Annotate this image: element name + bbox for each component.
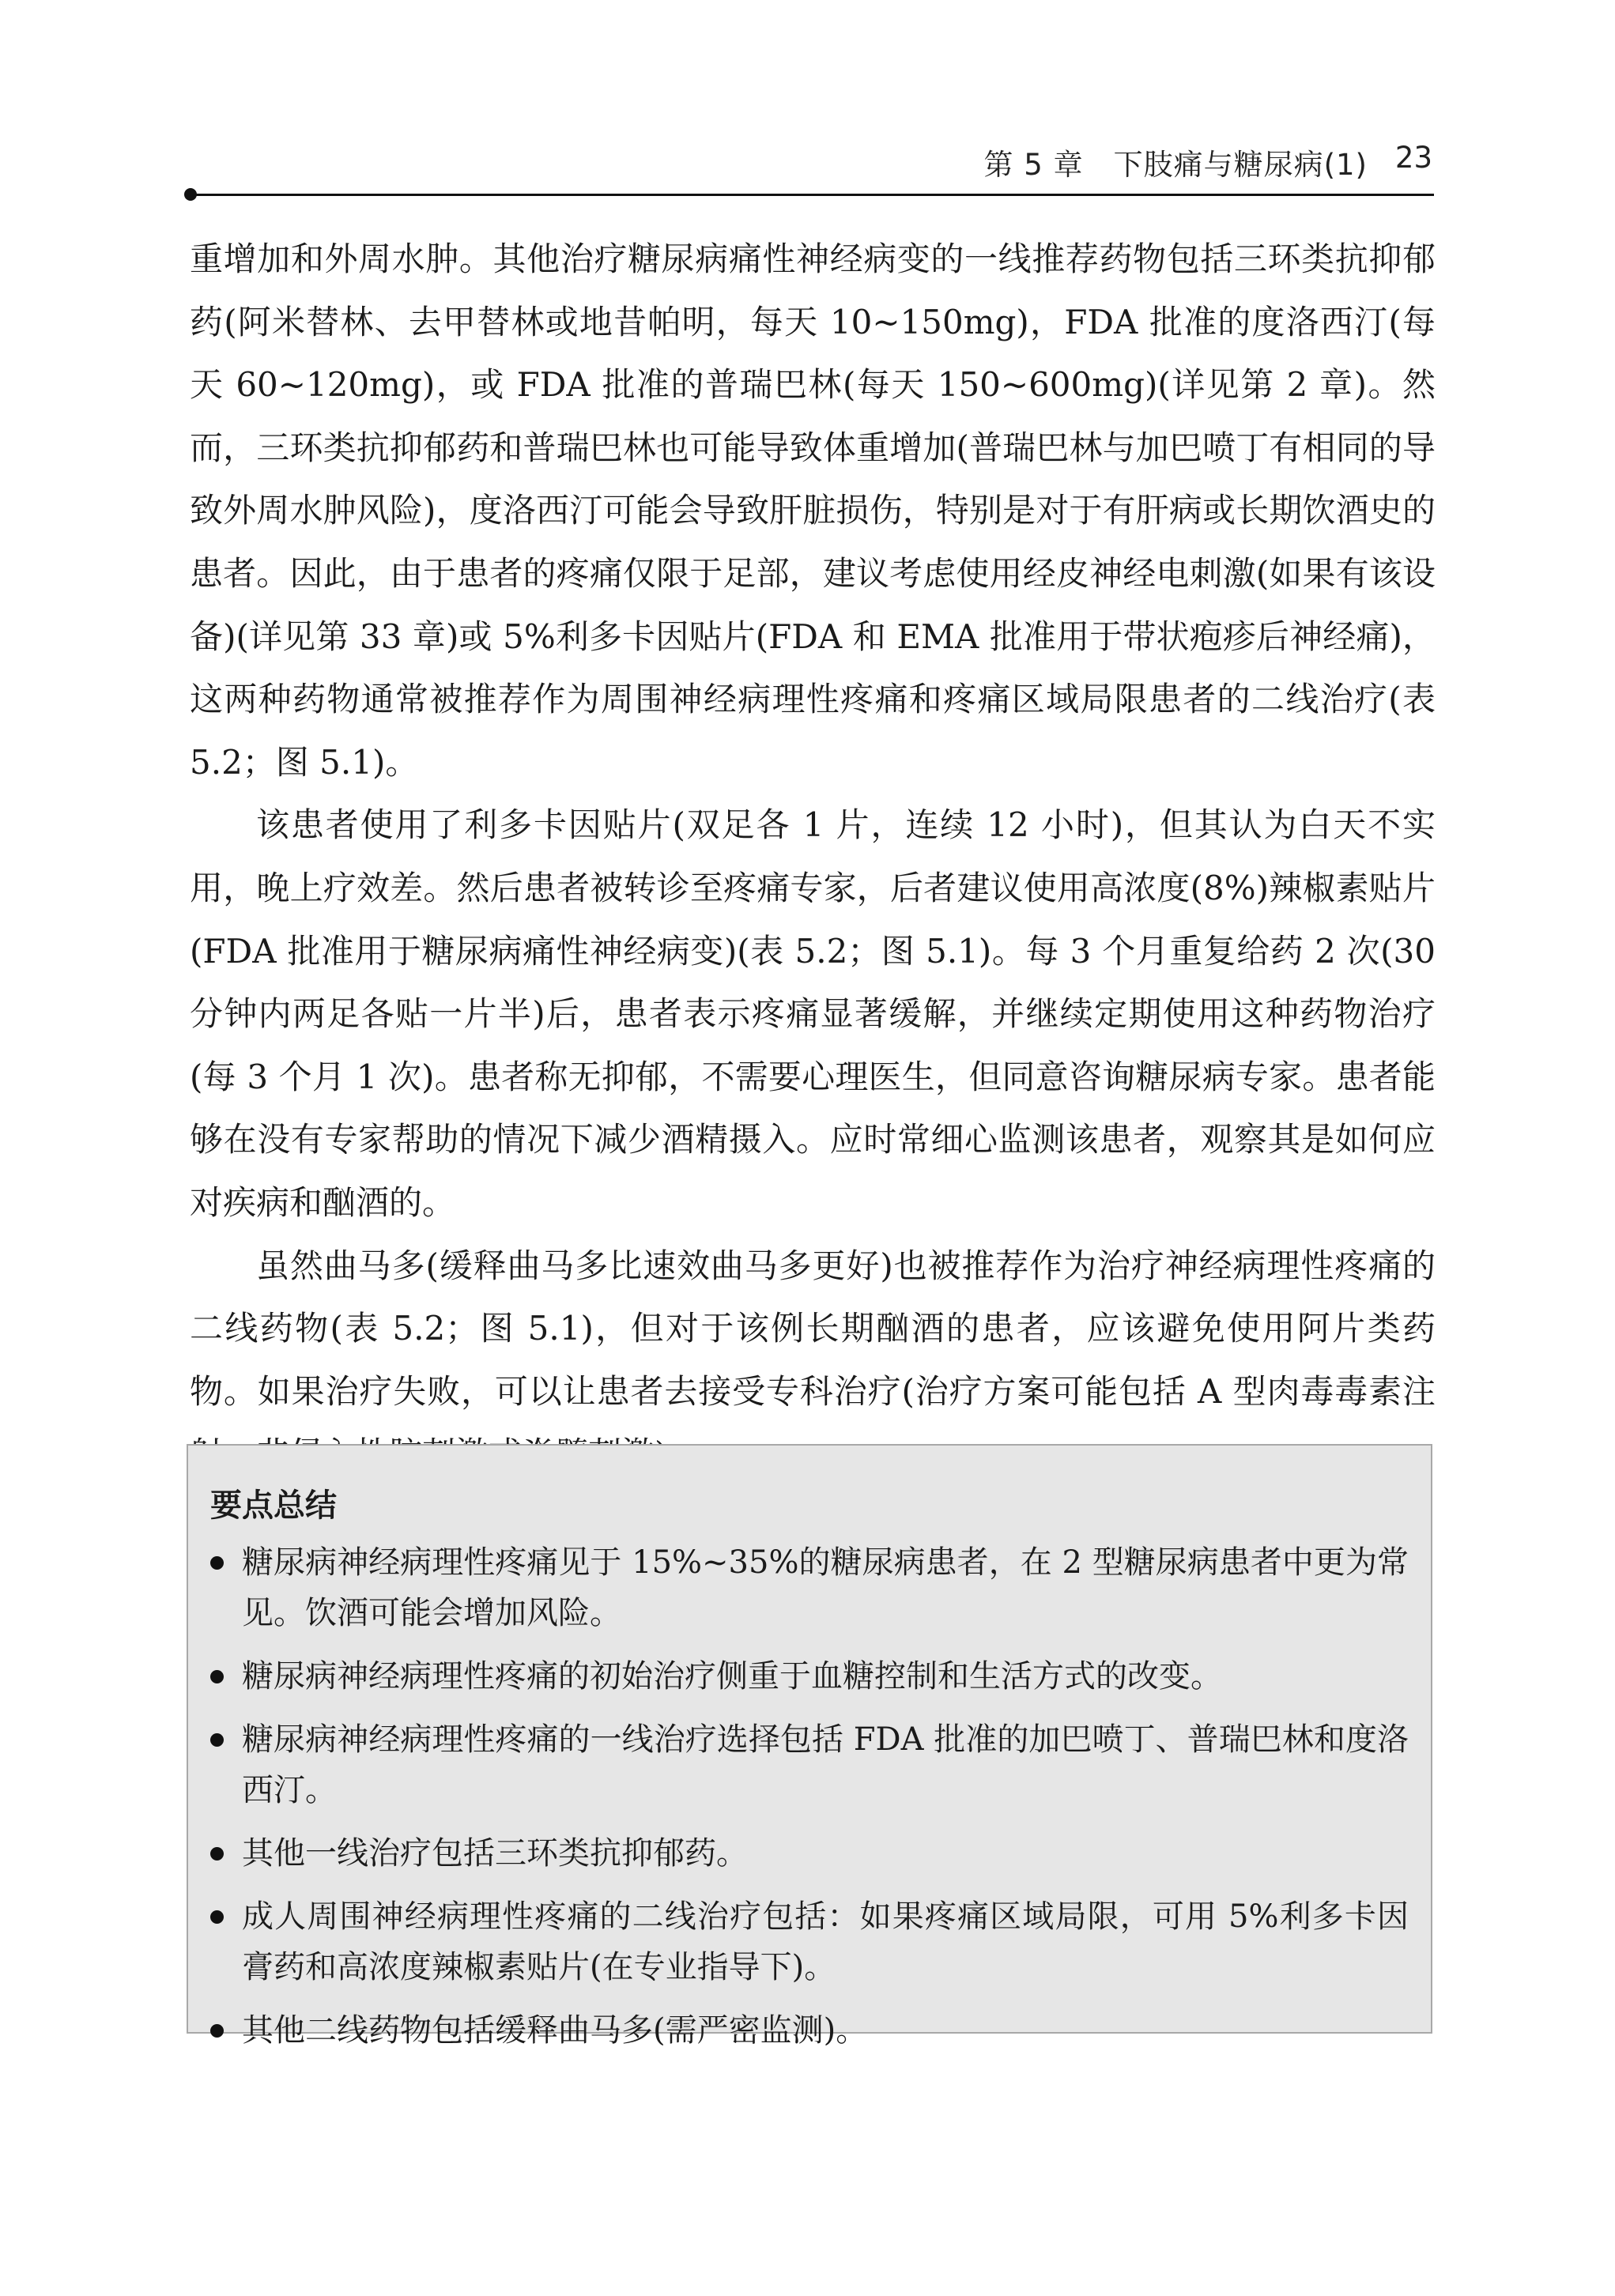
- paragraph: 虽然曲马多(缓释曲马多比速效曲马多更好)也被推荐作为治疗神经病理性疼痛的二线药物(表 5.2；图 5.1)，但对于该例长期酗酒的患者，应该避免使用阿片类药物。如果治疗失败，可以让患者去接受专科治疗(治疗方案可能包括 A 型肉毒毒素注: [190, 1246, 1436, 1411]
- bullet-icon: [210, 1670, 224, 1683]
- running-head: [187, 141, 1432, 185]
- list-item: [210, 1714, 1409, 1815]
- list-item: [210, 2005, 1409, 2056]
- body-text: [190, 228, 1436, 1486]
- bullet-icon: [210, 1847, 224, 1861]
- header-rule: [191, 194, 1434, 196]
- key-points-title: 要点总结: [210, 1487, 337, 1524]
- bullet-icon: [210, 1556, 224, 1570]
- list-item: [210, 1537, 1409, 1638]
- list-item-text: 糖尿病神经病理性疼痛见于 15%~35%的糖尿病患者，在 2 型糖尿病患者中更为常见。饮酒可能会增加风险。: [242, 1544, 1409, 1631]
- paragraph: 该患者使用了利多卡因贴片(双足各 1 片，连续 12 小时)，但其认为白天不实用，晚上疗效差。然后患者被转诊至疼痛专家，后者建议使用高浓度(8%)辣椒素贴片(FDA 批准用于糖尿病痛性神经病变)(表 5.2；图 5.1)。每 3 个月重复给药 2 次(30 分钟内两足各贴一片半)后，患者表示疼痛显著缓解，并继续定期使用这种药物治疗(每 3 个月 1 次)。患者称无抑郁，不需要心理医生，但同意咨询糖尿病专家。患者能够在没有专家帮助的情况下减少酒精摄入。应时常细心监测该患者，观察其是如何应对疾病和酗酒的。: [190, 805, 1436, 1222]
- paragraph-continued: 重增加和外周水肿。其他治疗糖尿病痛性神经病变的一线推荐药物包括三环类抗抑郁药(阿米替林、去甲替林或地昔帕明，每天 10~150mg)，FDA 批准的度洛西汀(每天 60~120mg)，或 FDA 批准的普瑞巴林(每天 150~600mg)(详见第 2 章)。然而，三环类抗抑郁药和普瑞巴林也可能导致体重增加(普瑞巴林与加巴喷丁有相同的导致外周水肿风险)，度洛西汀可能会导致肝脏损伤，特别是对于有肝病或长期饮酒史的患者。因此，由于患者的疼痛仅限于足部，建议考虑使用经皮神经电刺激(如果有该设备)(详见第 33 章)或 5%利多卡因贴片(FDA 和 EMA 批准用于带状疱疹后神经痛)，这两种药物通常被推荐作为周围神经病理性疼痛和疼痛区域局限患者的二线治疗(表 5.2；图 5.1)。: [190, 239, 1436, 782]
- list-item-text: 糖尿病神经病理性疼痛的初始治疗侧重于血糖控制和生活方式的改变。: [242, 1658, 1222, 1695]
- list-item: [210, 1651, 1409, 1702]
- page-number: 23: [1394, 141, 1432, 175]
- key-points-list: [210, 1537, 1409, 2056]
- list-item-text: 其他二线药物包括缓释曲马多(需严密监测)。: [242, 2012, 868, 2049]
- bullet-icon: [210, 1910, 224, 1924]
- list-item-text: 糖尿病神经病理性疼痛的一线治疗选择包括 FDA 批准的加巴喷丁、普瑞巴林和度洛西汀。: [242, 1721, 1409, 1808]
- list-item: [210, 1828, 1409, 1879]
- list-item-text: 其他一线治疗包括三环类抗抑郁药。: [242, 1835, 748, 1872]
- chapter-title: 第 5 章 下肢痛与糖尿病(1): [983, 148, 1368, 182]
- bullet-icon: [210, 2024, 224, 2038]
- list-item-text: 成人周围神经病理性疼痛的二线治疗包括：如果疼痛区域局限，可用 5%利多卡因膏药和高浓度辣椒素贴片(在专业指导下)。: [242, 1898, 1409, 1985]
- bullet-icon: [210, 1733, 224, 1747]
- key-points-box: [187, 1444, 1432, 2049]
- list-item: [210, 1891, 1409, 1993]
